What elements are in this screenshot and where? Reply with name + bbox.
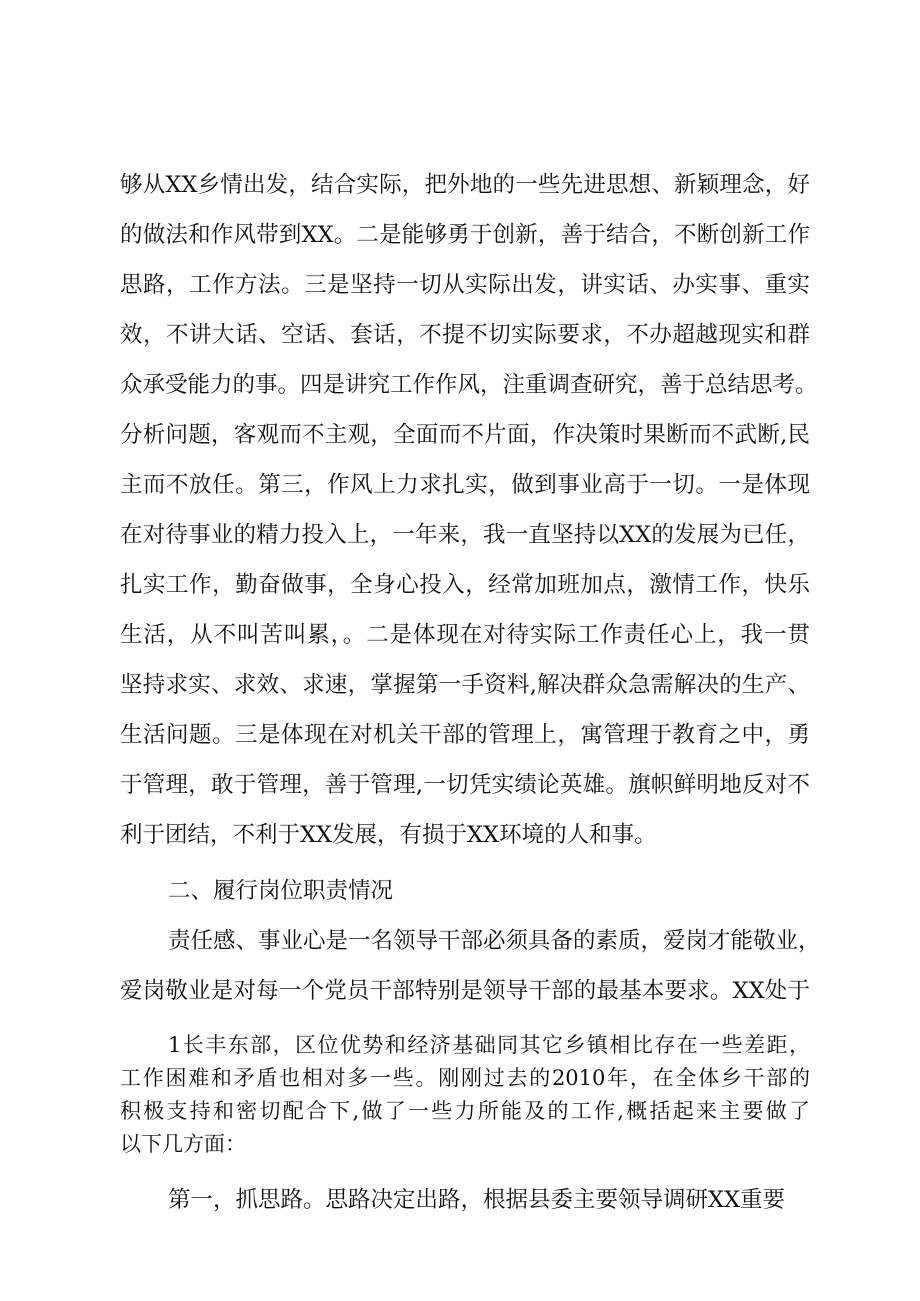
text-line: 主而不放任。第三，作风上力求扎实，做到事业高于一切。一是体现 bbox=[120, 472, 810, 498]
text-line: 于管理，敢于管理，善于管理,一切凭实绩论英雄。旗帜鲜明地反对不 bbox=[120, 772, 810, 798]
text-line: 第一，抓思路。思路决定出路，根据县委主要领导调研XX重要 bbox=[168, 1187, 786, 1213]
text-line: 以下几方面： bbox=[120, 1132, 246, 1156]
text-line: 坚持求实、求效、求速，掌握第一手资料,解决群众急需解决的生产、 bbox=[120, 672, 810, 698]
text-line: 积极支持和密切配合下,做了一些力所能及的工作,概括起来主要做了 bbox=[120, 1099, 810, 1123]
text-line: 分析问题，客观而不主观，全面而不片面，作决策时果断而不武断,民 bbox=[120, 422, 810, 448]
text-line: 在对待事业的精力投入上，一年来，我一直坚持以XX的发展为已任， bbox=[120, 522, 810, 548]
text-line: 1长丰东部，区位优势和经济基础同其它乡镇相比存在一些差距， bbox=[168, 1033, 810, 1057]
text-line: 工作困难和矛盾也相对多一些。刚刚过去的2010年，在全体乡干部的 bbox=[120, 1066, 810, 1090]
text-line: 利于团结，不利于XX发展，有损于XX环境的人和事。 bbox=[120, 822, 657, 848]
text-line: 生活问题。三是体现在对机关干部的管理上，寓管理于教育之中，勇 bbox=[120, 722, 810, 748]
text-line: 责任感、事业心是一名领导干部必须具备的素质，爱岗才能敬业， bbox=[168, 928, 821, 954]
text-line: 扎实工作，勤奋做事，全身心投入，经常加班加点，激情工作，快乐 bbox=[120, 572, 810, 598]
text-line: 生活，从不叫苦叫累，。二是体现在对待实际工作责任心上，我一贯 bbox=[120, 622, 810, 648]
text-line: 思路，工作方法。三是坚持一切从实际出发，讲实话、办实事、重实 bbox=[120, 272, 810, 298]
text-line: 够从XX乡情出发，结合实际，把外地的一些先进思想、新颖理念，好 bbox=[120, 172, 810, 198]
text-line: 众承受能力的事。四是讲究工作作风，注重调查研究，善于总结思考。 bbox=[120, 372, 818, 398]
text-line: 爱岗敬业是对每一个党员干部特别是领导干部的最基本要求。XX处于 bbox=[120, 978, 810, 1004]
text-line: 效，不讲大话、空话、套话，不提不切实际要求，不办超越现实和群 bbox=[120, 322, 810, 348]
section-heading: 二、履行岗位职责情况 bbox=[168, 878, 394, 904]
text-line: 的做法和作风带到XX。二是能够勇于创新，善于结合，不断创新工作 bbox=[120, 222, 810, 248]
